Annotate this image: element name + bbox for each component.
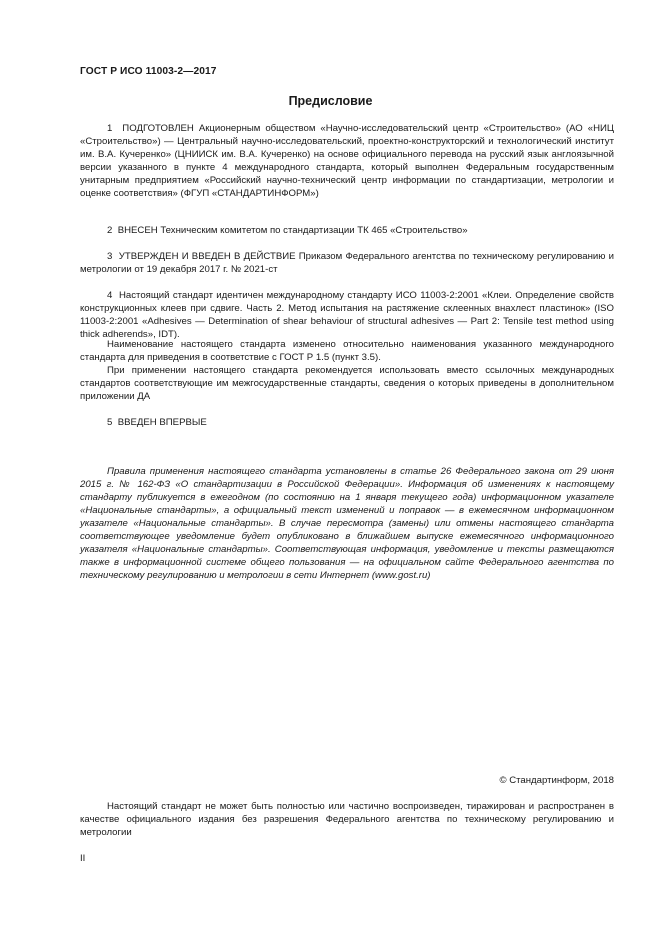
item-number: 1 bbox=[107, 123, 113, 134]
item-text: УТВЕРЖДЕН И ВВЕДЕН В ДЕЙСТВИЕ Приказом Федерального агентства по техническому регулированию и метрологии от 19 декабря 2017 г. № 2021-ст bbox=[80, 251, 614, 275]
item-text: Настоящий стандарт идентичен международному стандарту ИСО 11003-2:2001 «Клеи. Определение свойств конструкционных клеев при сдвиге. Часть 2. Метод испытания на растяжение склеенных внахлест пластинок» (ISO 11003-2:2001 «Adhesives — Determination of shear behaviour of structural adhesives — Part 2: Tensile test method using thick adherends», IDT). bbox=[80, 290, 614, 340]
item-number: 2 bbox=[107, 225, 113, 236]
preface-item-4-note-2: При применении настоящего стандарта рекомендуется использовать вместо ссылочных международных стандартов соответствующие им межгосударственные стандарты, сведения о которых приведены в дополнительном приложении ДА bbox=[80, 365, 614, 402]
page-number: II bbox=[80, 853, 86, 864]
item-text: ВВЕДЕН ВПЕРВЫЕ bbox=[117, 417, 207, 428]
preface-item-1 bbox=[80, 122, 614, 200]
copyright-notice: © Стандартинформ, 2018 bbox=[499, 775, 614, 786]
item-number: 5 bbox=[107, 417, 113, 428]
standard-usage-notice: Правила применения настоящего стандарта установлены в статье 26 Федерального закона от 29 июня 2015 г. № 162-ФЗ «О стандартизации в Российской Федерации». Информация об изменениях к настоящему стандарту публикуется в ежегодном (по состоянию на 1 января текущего года) информационном указателе «Национальные стандарты», а официальный текст изменений и поправок — в ежемесячном информационном указателе «Национальные стандарты». В случае пересмотра (замены) или отмены настоящего стандарта соответствующее уведомление будет опубликовано в ближайшем выпуске ежемесячного информационного указателя «Национальные стандарты». Соответствующая информация, уведомление и тексты размещаются также в информационной системе общего пользования — на официальном сайте Федерального агентства по техническому регулированию и метрологии в сети Интернет (www.gost.ru) bbox=[80, 466, 614, 581]
preface-item-4-note-1: Наименование настоящего стандарта изменено относительно наименования указанного международного стандарта для приведения в соответствие с ГОСТ Р 1.5 (пункт 3.5). bbox=[80, 339, 614, 363]
preface-item-3 bbox=[80, 250, 614, 276]
item-number: 4 bbox=[107, 290, 113, 301]
item-text: ПОДГОТОВЛЕН Акционерным обществом «Научно-исследовательский центр «Строительство» (АО «НИЦ «Строительство») — Центральный научно-исследовательский, проектно-конструкторский и технологический институт им. В.А. Кучеренко» (ЦНИИСК им. В.А. Кучеренко) на основе официального перевода на русский язык англоязычной версии указанного в пункте 4 международного стандарта, который выполнен Федеральным государственным унитарным предприятием «Российский научно-технический центр информации по стандартизации, метрологии и оценке соответствия» (ФГУП «СТАНДАРТИНФОРМ») bbox=[80, 123, 614, 199]
preface-item-2 bbox=[80, 224, 614, 237]
item-number: 3 bbox=[107, 251, 113, 262]
reproduction-notice: Настоящий стандарт не может быть полностью или частично воспроизведен, тиражирован и распространен в качестве официального издания без разрешения Федерального агентства по техническому регулированию и метрологии bbox=[80, 801, 614, 838]
preface-item-4 bbox=[80, 289, 614, 341]
preface-item-5 bbox=[80, 416, 614, 429]
item-text: ВНЕСЕН Техническим комитетом по стандартизации ТК 465 «Строительство» bbox=[117, 225, 468, 236]
page-title: Предисловие bbox=[288, 94, 373, 108]
document-code-header: ГОСТ Р ИСО 11003-2—2017 bbox=[80, 66, 217, 77]
